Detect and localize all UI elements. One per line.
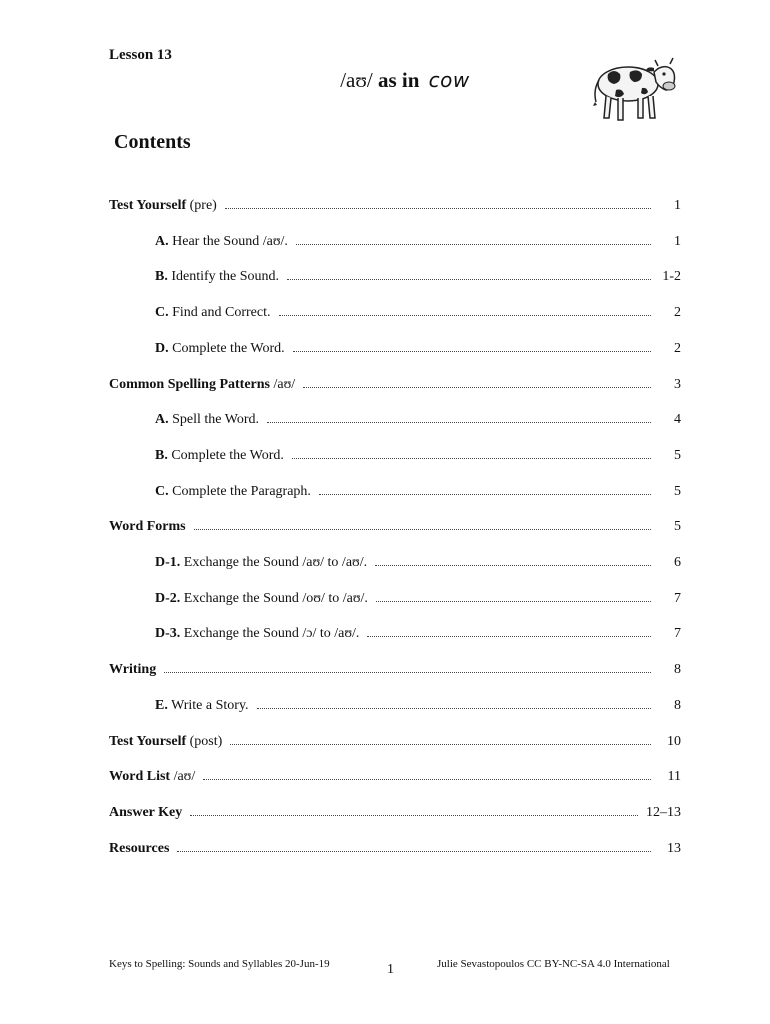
toc-entry-text: Exchange the Sound /ɔ/ to /aʊ/. xyxy=(180,626,360,641)
toc-entry-bold: Resources xyxy=(109,841,170,856)
dot-leader xyxy=(267,421,651,423)
toc-entry xyxy=(155,585,681,607)
toc-entry-bold: D-2. xyxy=(155,591,181,606)
toc-page-number: 1 xyxy=(674,234,681,249)
toc-entry-text: Identify the Sound. xyxy=(167,269,280,284)
toc-entry-label xyxy=(155,341,285,357)
toc-entry-label xyxy=(155,269,279,285)
toc-entry-bold: Answer Key xyxy=(109,805,183,820)
toc-page-number: 5 xyxy=(674,519,681,534)
dot-leader xyxy=(194,528,651,530)
toc-page-number: 12–13 xyxy=(646,805,681,820)
toc-entry xyxy=(109,728,681,750)
toc-entry-label xyxy=(155,591,368,607)
toc-page-number: 8 xyxy=(674,698,681,713)
toc-entry-bold: Test Yourself xyxy=(109,734,187,749)
dot-leader xyxy=(190,814,638,816)
toc-entry-bold: Test Yourself xyxy=(109,198,187,213)
toc-entry-bold: Word Forms xyxy=(109,519,186,534)
dot-leader xyxy=(177,850,651,852)
toc-entry-text: Exchange the Sound /aʊ/ to /aʊ/. xyxy=(180,555,368,570)
toc-entry xyxy=(155,442,681,464)
toc-entry xyxy=(109,192,681,214)
toc-page-number: 5 xyxy=(674,484,681,499)
toc-entry-bold: A. xyxy=(155,412,169,427)
toc-entry-bold: C. xyxy=(155,484,169,499)
toc-page-number: 1-2 xyxy=(662,269,681,284)
toc-page-number: 10 xyxy=(667,734,681,749)
toc-entry-bold: A. xyxy=(155,234,169,249)
title-mid: as in xyxy=(372,68,425,92)
toc-entry-text: Spell the Word. xyxy=(168,412,260,427)
toc-entry xyxy=(155,478,681,500)
cow-illustration xyxy=(590,52,680,126)
dot-leader xyxy=(319,493,651,495)
toc-page-number: 8 xyxy=(674,662,681,677)
toc-entry-bold: D-1. xyxy=(155,555,181,570)
dot-leader xyxy=(367,635,651,637)
toc-entry-label xyxy=(155,484,311,500)
title-word: cow xyxy=(428,68,470,92)
toc-entry xyxy=(155,335,681,357)
toc-entry xyxy=(155,406,681,428)
toc-entry-label xyxy=(109,805,182,821)
dot-leader xyxy=(303,386,651,388)
toc-entry-label xyxy=(155,448,284,464)
toc-entry-label xyxy=(155,234,288,250)
toc-entry-bold: D. xyxy=(155,341,169,356)
dot-leader xyxy=(279,314,652,316)
dot-leader xyxy=(292,457,651,459)
toc-entry-label xyxy=(109,734,222,750)
toc-entry xyxy=(109,513,681,535)
toc-entry-text: /aʊ/ xyxy=(270,377,296,392)
dot-leader xyxy=(230,743,651,745)
dot-leader xyxy=(225,207,651,209)
dot-leader xyxy=(375,564,651,566)
dot-leader xyxy=(164,671,651,673)
toc-page-number: 11 xyxy=(667,769,681,784)
toc-entry-text: Complete the Word. xyxy=(167,448,284,463)
toc-entry xyxy=(109,763,681,785)
title-ipa: /aʊ/ xyxy=(340,68,373,92)
lesson-label: Lesson 13 xyxy=(109,47,172,63)
toc-entry-label xyxy=(109,662,156,678)
toc-entry-label xyxy=(155,626,359,642)
dot-leader xyxy=(296,243,651,245)
toc-entry xyxy=(109,371,681,393)
toc-entry-bold: B. xyxy=(155,269,168,284)
toc-page-number: 3 xyxy=(674,377,681,392)
footer-right: Julie Sevastopoulos CC BY-NC-SA 4.0 International xyxy=(437,958,670,970)
toc-entry-text: Find and Correct. xyxy=(168,305,271,320)
toc-entry-bold: Writing xyxy=(109,662,157,677)
toc-entry xyxy=(155,299,681,321)
toc-entry-text: Write a Story. xyxy=(167,698,249,713)
toc-entry xyxy=(155,549,681,571)
dot-leader xyxy=(257,707,651,709)
toc-entry xyxy=(109,656,681,678)
toc-entry-text: (pre) xyxy=(186,198,217,213)
toc-page-number: 1 xyxy=(674,198,681,213)
dot-leader xyxy=(287,278,651,280)
toc-entry xyxy=(155,692,681,714)
footer-page-number: 1 xyxy=(387,962,394,977)
toc-entry xyxy=(155,263,681,285)
toc-entry xyxy=(109,799,681,821)
toc-page-number: 6 xyxy=(674,555,681,570)
toc-entry xyxy=(109,835,681,857)
toc-page-number: 7 xyxy=(674,626,681,641)
toc-entry-bold: E. xyxy=(155,698,168,713)
footer-left: Keys to Spelling: Sounds and Syllables 20-Jun-19 xyxy=(109,958,330,970)
toc-entry-label xyxy=(155,698,249,714)
toc-entry-label xyxy=(109,841,169,857)
toc-entry-label xyxy=(109,198,217,214)
toc-entry-text: /aʊ/ xyxy=(170,769,196,784)
toc-entry-bold: B. xyxy=(155,448,168,463)
toc-entry-label xyxy=(109,377,295,393)
toc-entry-bold: D-3. xyxy=(155,626,181,641)
toc-page-number: 7 xyxy=(674,591,681,606)
dot-leader xyxy=(293,350,651,352)
toc-entry-text: Hear the Sound /aʊ/. xyxy=(168,234,288,249)
toc-page-number: 5 xyxy=(674,448,681,463)
toc-entry-text: (post) xyxy=(186,734,223,749)
toc-entry-label xyxy=(109,769,195,785)
toc-entry-text: Complete the Word. xyxy=(168,341,285,356)
toc-entry-label xyxy=(155,555,367,571)
toc-entry-bold: C. xyxy=(155,305,169,320)
toc-entry-label xyxy=(109,519,186,535)
toc-page-number: 4 xyxy=(674,412,681,427)
toc-page-number: 2 xyxy=(674,341,681,356)
toc-entry-bold: Word List xyxy=(109,769,171,784)
toc-entry-bold: Common Spelling Patterns xyxy=(109,377,270,392)
toc-entry-text: Exchange the Sound /oʊ/ to /aʊ/. xyxy=(180,591,368,606)
toc-entry xyxy=(155,620,681,642)
toc-entry-label xyxy=(155,412,259,428)
toc-page-number: 2 xyxy=(674,305,681,320)
toc-page-number: 13 xyxy=(667,841,681,856)
toc-entry-text: Complete the Paragraph. xyxy=(168,484,311,499)
contents-heading: Contents xyxy=(114,131,191,153)
dot-leader xyxy=(203,778,651,780)
toc-entry-label xyxy=(155,305,271,321)
dot-leader xyxy=(376,600,651,602)
toc-entry xyxy=(155,228,681,250)
